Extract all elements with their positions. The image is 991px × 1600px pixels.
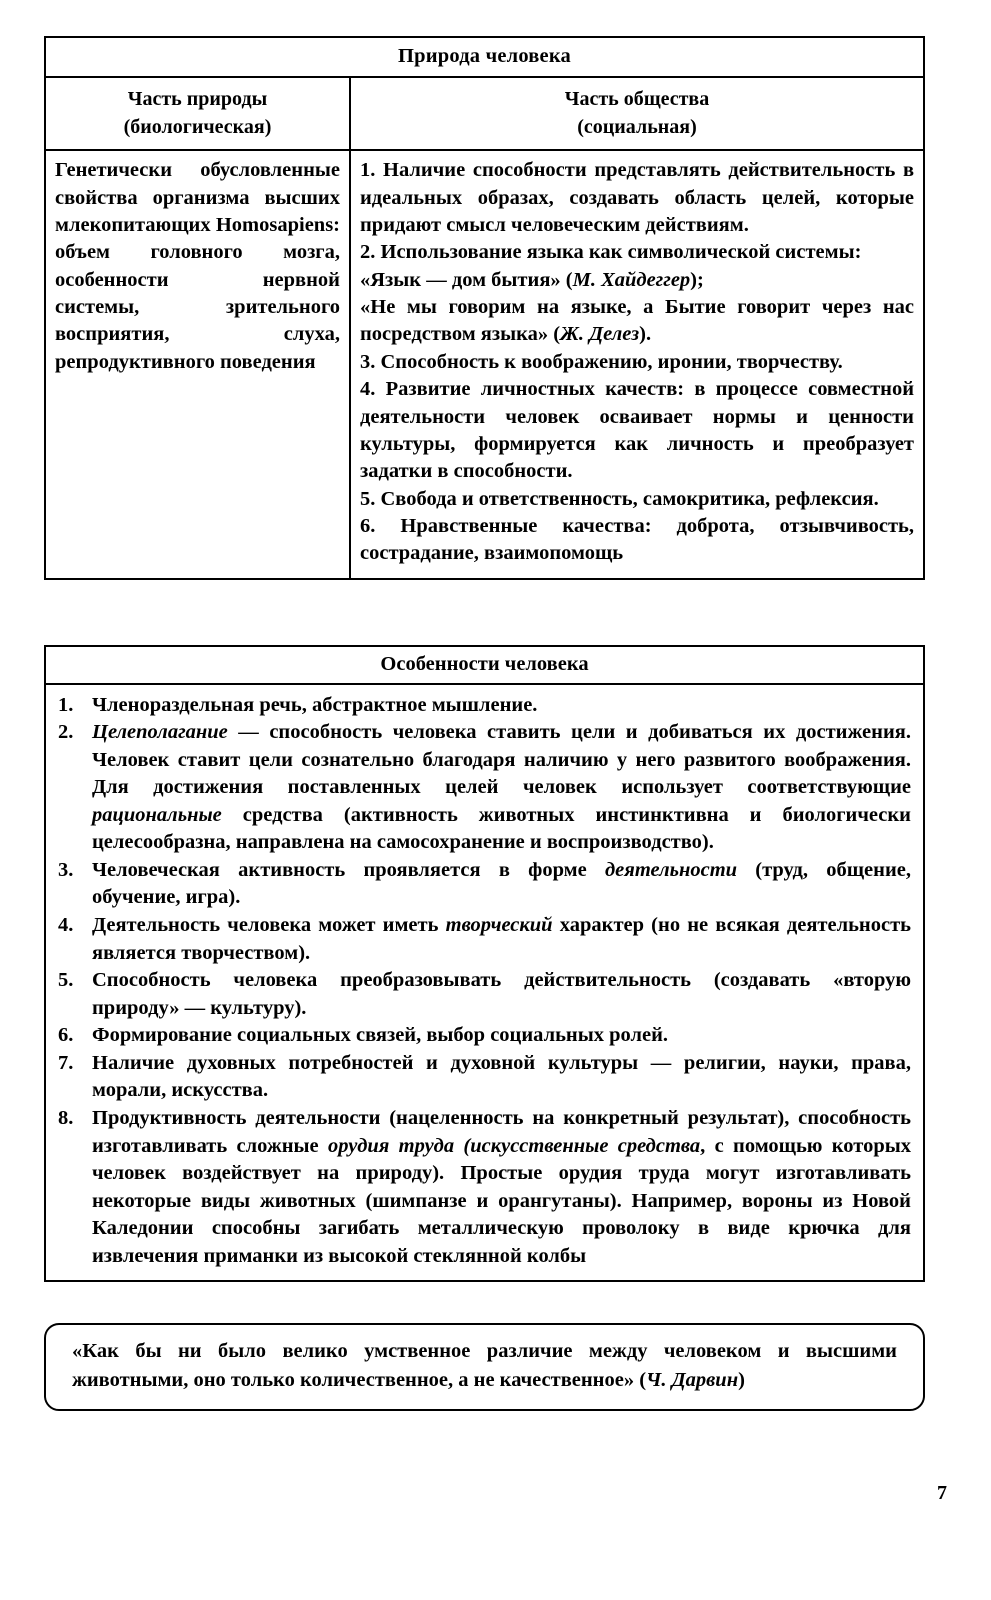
column-header-biological-line1: Часть природы <box>127 87 268 110</box>
social-item-number: 2. <box>360 241 381 264</box>
feature-text: — способность человека ставить цели и добиваться их достижения. Человек ставит цели сознательно благодаря наличию у него развитого воображения. Для достижения поставленных целей человек использует соответствующие <box>92 721 911 799</box>
social-item <box>360 376 914 485</box>
social-item-number: 1. <box>360 159 384 182</box>
column-header-biological <box>46 78 351 150</box>
feature-text: Деятельность человека может иметь <box>92 914 446 937</box>
feature-list-item <box>58 967 911 1022</box>
social-item-text: Наличие способности представлять действительность в идеальных образах, создавать область целей, которые придают смысл человеческим действиям. <box>360 159 915 237</box>
social-item-number: 3. <box>360 350 381 373</box>
social-item-quote: «Не мы говорим на языке, а Бытие говорит через нас посредством языка» <box>360 296 914 346</box>
feature-text: Способность человека преобразовывать действительность (создавать «вторую природу» — культуру). <box>92 969 911 1019</box>
social-item <box>360 267 914 294</box>
feature-list-item <box>58 1050 911 1105</box>
column-header-social <box>351 78 923 150</box>
social-item-attribution-open: ( <box>560 268 573 291</box>
feature-text-emphasis: деятельности <box>604 858 738 881</box>
social-item-attribution-close: ). <box>639 323 652 346</box>
feature-text-emphasis: орудия труда (искусственные средства <box>327 1134 701 1157</box>
darwin-quote-text: «Как бы ни было велико умственное различие между человеком и высшими животными, оно только количественное, а не качественное» ( <box>72 1340 897 1392</box>
feature-text: Человеческая активность проявляется в форме <box>92 858 605 881</box>
feature-text: Продуктивность деятельности (нацеленность на конкретный результат), способность изготавливать сложные <box>92 1106 911 1157</box>
cell-social-description <box>351 151 923 577</box>
social-item-text: Нравственные качества: доброта, отзывчивость, сострадание, взаимопомощь <box>360 515 915 565</box>
social-item-text: Свобода и ответственность, самокритика, рефлексия. <box>380 487 879 510</box>
feature-list-item <box>58 719 911 857</box>
feature-list-item <box>58 912 911 967</box>
feature-text: Членораздельная речь, абстрактное мышление. <box>92 693 538 716</box>
feature-text: , с помощью которых человек воздействует на природу). Простые орудия труда могут изготавливать некоторые виды животных (шимпанзе и орангутаны). Например, вороны из Новой Каледонии способны загибать металлическую проволоку в виде крючка для извлечения приманки из высокой стеклянной колбы <box>92 1134 911 1267</box>
feature-text: средства (активность животных инстинктивна и биологически целесообразна, направлена на самосохранение и воспроизводство). <box>92 803 911 854</box>
feature-list-item <box>58 1105 911 1270</box>
darwin-quote-author: Ч. Дарвин <box>646 1369 739 1392</box>
feature-list-item <box>58 692 911 720</box>
social-item-attribution: Ж. Делез <box>560 323 640 346</box>
table-human-nature-body-row <box>46 151 923 577</box>
table-human-nature <box>44 36 925 580</box>
table-human-features-title: Особенности человека <box>46 647 923 685</box>
social-item <box>360 349 914 376</box>
feature-text: Формирование социальных связей, выбор социальных ролей. <box>92 1024 669 1047</box>
social-item <box>360 239 914 266</box>
feature-text-emphasis: рациональные <box>92 803 222 826</box>
darwin-quote-box <box>44 1323 925 1411</box>
social-item-number: 6. <box>360 515 401 537</box>
darwin-quote-close: ) <box>738 1369 745 1392</box>
social-item-number: 5. <box>360 487 381 510</box>
social-item <box>360 157 914 239</box>
page-number: 7 <box>937 1482 947 1504</box>
feature-text: характер (но не всякая деятельность является творчеством). <box>92 914 911 964</box>
table-human-nature-header-row <box>46 78 923 152</box>
social-item-number: 4. <box>360 378 386 401</box>
social-item <box>360 486 914 513</box>
social-item-attribution-close: ); <box>690 268 704 291</box>
social-item-attribution-open: ( <box>548 323 561 346</box>
column-header-biological-line2: (биологическая) <box>123 115 272 138</box>
feature-list <box>58 692 911 1271</box>
social-item-text: Развитие личностных качеств: в процессе совместной деятельности человек осваивает нормы и ценности культуры, формируется как личность и преобразует задатки в способности. <box>360 378 915 483</box>
feature-text-emphasis: творческий <box>445 914 553 937</box>
social-item <box>360 294 914 349</box>
social-item <box>360 513 914 568</box>
column-header-social-line1: Часть общества <box>564 87 710 110</box>
feature-list-item <box>58 857 911 912</box>
social-item-attribution: М. Хайдеггер <box>572 268 691 291</box>
table-human-features <box>44 645 925 1282</box>
feature-text: (труд, общение, обучение, игра). <box>92 858 911 909</box>
feature-list-item <box>58 1022 911 1050</box>
social-item-quote: «Язык — дом бытия» <box>360 268 561 291</box>
cell-biological-description: Генетически обусловленные свойства организма высших млекопитающих Homosapiens: объем головного мозга, особенности нервной системы, зрительного восприятия, слуха, репродуктивного поведения <box>46 151 351 577</box>
social-item-text: Использование языка как символической системы: <box>380 241 862 264</box>
social-item-text: Способность к воображению, иронии, творчеству. <box>380 350 843 373</box>
table-human-nature-title: Природа человека <box>46 38 923 78</box>
table-human-features-body <box>46 685 923 1281</box>
column-header-social-line2: (социальная) <box>577 115 697 138</box>
feature-text: Наличие духовных потребностей и духовной культуры — религии, науки, права, морали, искусства. <box>92 1051 911 1102</box>
feature-text-emphasis: Целеполагание <box>92 721 228 744</box>
